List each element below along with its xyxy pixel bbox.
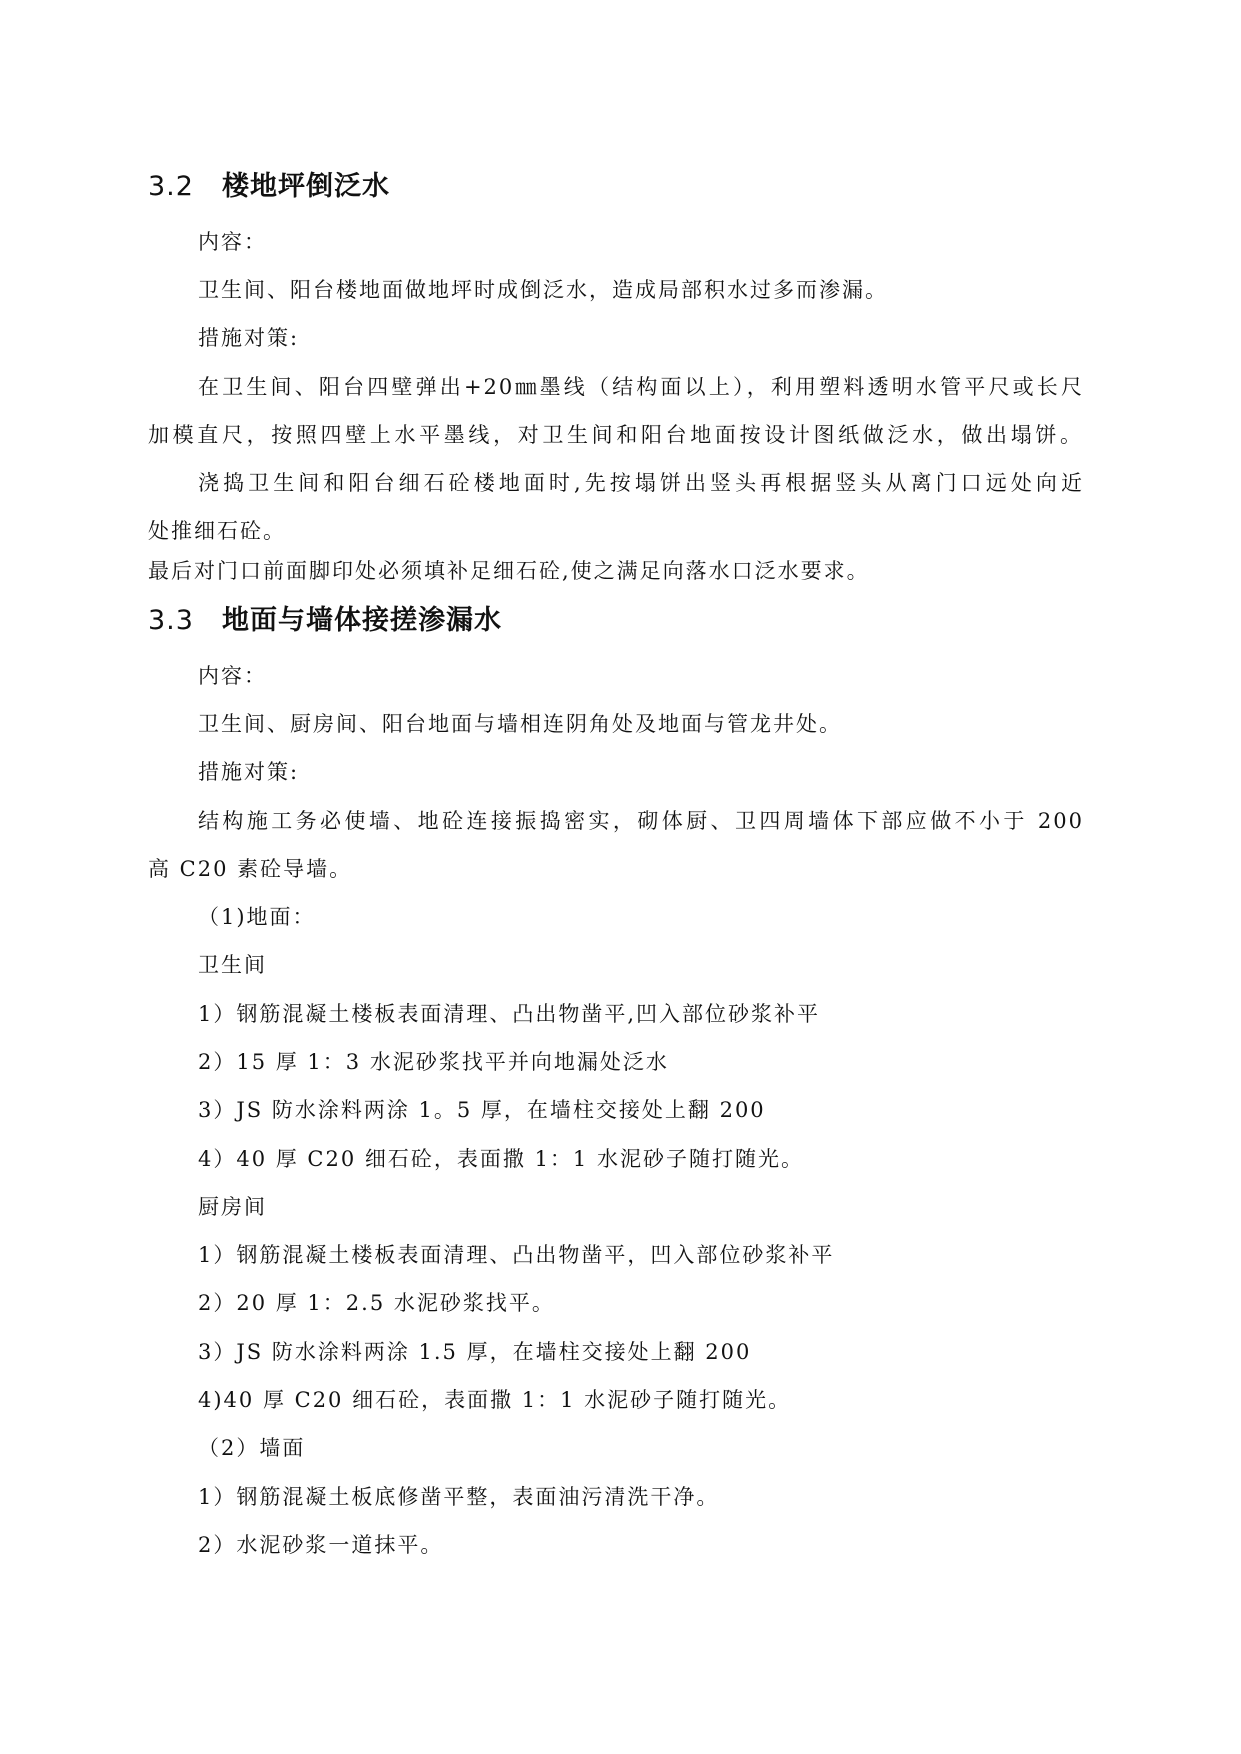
section-number: 3.2 bbox=[148, 171, 194, 202]
paragraph: 厨房间 bbox=[198, 1195, 267, 1219]
list-item: 4)40 厚 C20 细石砼，表面撒 1：1 水泥砂子随打随光。 bbox=[198, 1388, 792, 1412]
paragraph: 最后对门口前面脚印处必须填补足细石砼,使之满足向落水口泛水要求。 bbox=[148, 559, 870, 583]
section-number: 3.3 bbox=[148, 605, 194, 636]
paragraph: （2）墙面 bbox=[198, 1436, 306, 1460]
paragraph: 卫生间、厨房间、阳台地面与墙相连阴角处及地面与管龙井处。 bbox=[198, 712, 842, 736]
paragraph: 措施对策: bbox=[198, 326, 300, 350]
list-item: 2）水泥砂浆一道抹平。 bbox=[198, 1533, 444, 1557]
list-item: 1）钢筋混凝土楼板表面清理、凸出物凿平，凹入部位砂浆补平 bbox=[198, 1243, 835, 1267]
section-title: 地面与墙体接搓渗漏水 bbox=[222, 605, 502, 636]
paragraph: （1)地面： bbox=[198, 905, 316, 929]
section-heading-3-3 bbox=[148, 598, 502, 637]
paragraph: 内容： bbox=[198, 230, 267, 254]
paragraph: 浇捣卫生间和阳台细石砼楼地面时,先按塌饼出竖头再根据竖头从离门口远处向近 bbox=[198, 471, 1084, 495]
list-item: 1）钢筋混凝土楼板表面清理、凸出物凿平,凹入部位砂浆补平 bbox=[198, 1002, 821, 1026]
section-heading-3-2 bbox=[148, 164, 390, 203]
paragraph: 卫生间、阳台楼地面做地坪时成倒泛水，造成局部积水过多而渗漏。 bbox=[198, 278, 888, 302]
paragraph: 措施对策: bbox=[198, 760, 300, 784]
paragraph: 加模直尺，按照四壁上水平墨线，对卫生间和阳台地面按设计图纸做泛水，做出塌饼。 bbox=[148, 423, 1083, 447]
paragraph: 处推细石砼。 bbox=[148, 519, 286, 543]
paragraph: 卫生间 bbox=[198, 953, 267, 977]
list-item: 3）JS 防水涂料两涂 1。5 厚，在墙柱交接处上翻 200 bbox=[198, 1098, 766, 1122]
section-title: 楼地坪倒泛水 bbox=[222, 171, 390, 202]
list-item: 2）20 厚 1：2.5 水泥砂浆找平。 bbox=[198, 1291, 555, 1315]
list-item: 2）15 厚 1：3 水泥砂浆找平并向地漏处泛水 bbox=[198, 1050, 669, 1074]
paragraph: 在卫生间、阳台四壁弹出+20㎜墨线（结构面以上），利用塑料透明水管平尺或长尺 bbox=[198, 375, 1084, 399]
list-item: 1）钢筋混凝土板底修凿平整，表面油污清洗干净。 bbox=[198, 1485, 720, 1509]
list-item: 3）JS 防水涂料两涂 1.5 厚，在墙柱交接处上翻 200 bbox=[198, 1340, 752, 1364]
paragraph: 内容： bbox=[198, 664, 267, 688]
paragraph: 高 C20 素砼导墙。 bbox=[148, 857, 353, 881]
paragraph: 结构施工务必使墙、地砼连接振捣密实，砌体厨、卫四周墙体下部应做不小于 200 bbox=[198, 809, 1084, 833]
list-item: 4）40 厚 C20 细石砼，表面撒 1：1 水泥砂子随打随光。 bbox=[198, 1147, 804, 1171]
